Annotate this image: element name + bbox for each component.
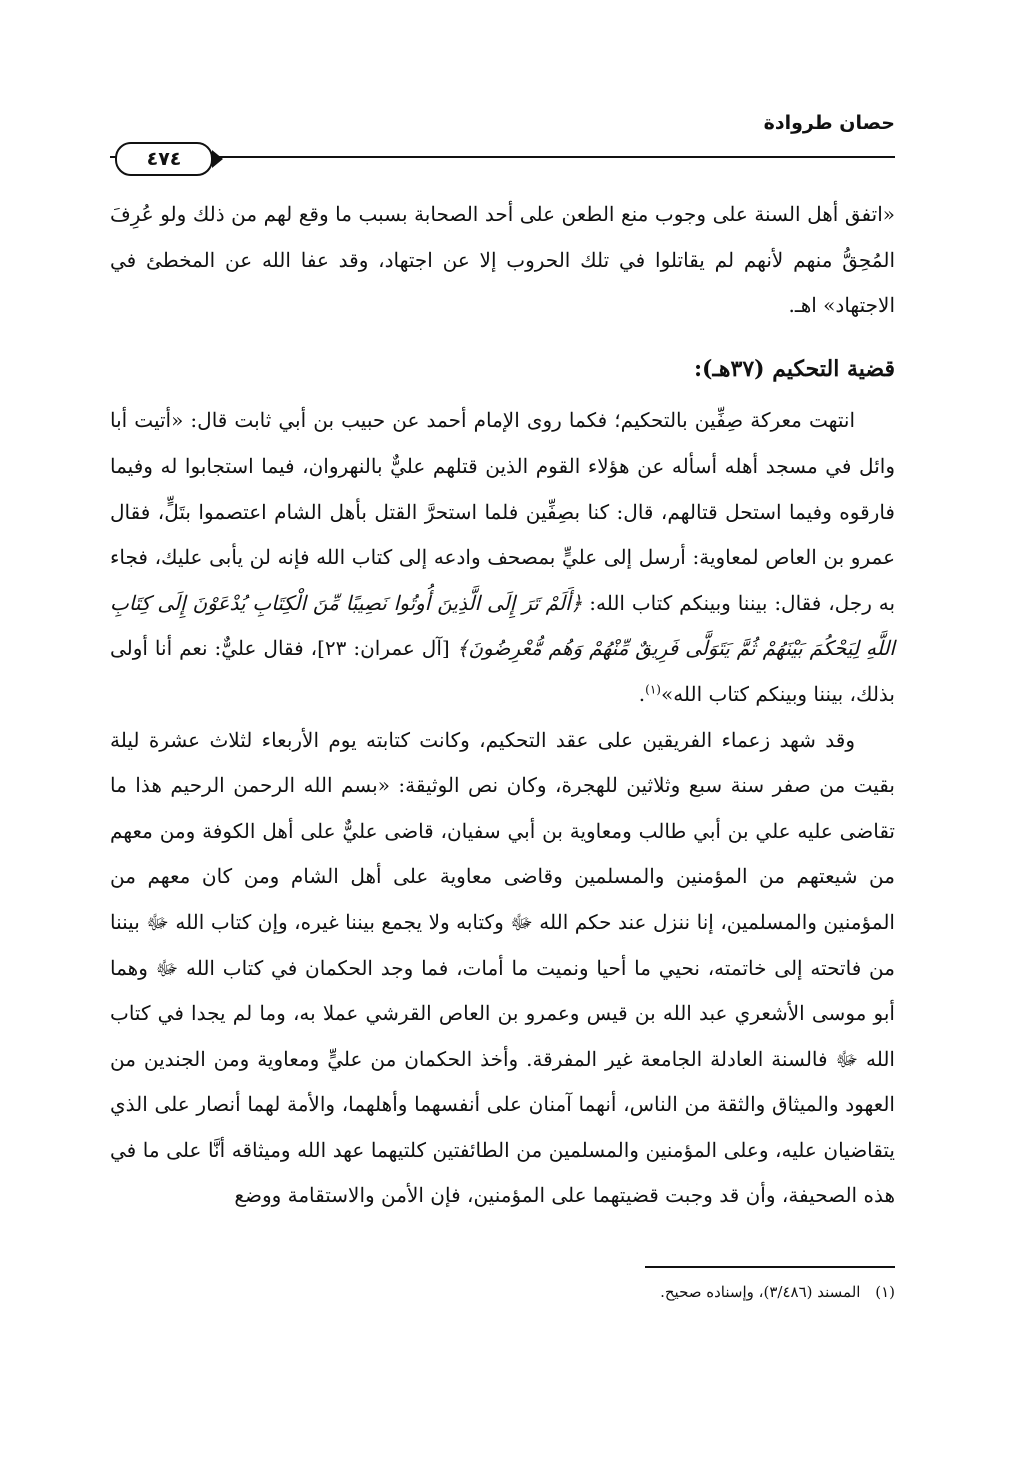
paragraph-siffin-text: انتهت معركة صِفِّين بالتحكيم؛ فكما روى الإمام أحمد عن حبيب بن أبي ثابت قال: «أتيت أبا وائل في مسجد أهله أسأله عن هؤلاء القوم الذين قتلهم عليٌّ بالنهروان، فيما استجابوا له وفيما فارقوه وفيما استحل قتالهم، قال: كنا بصِفِّين فلما استحرَّ القتل بأهل الشام اعتصموا بتَلٍّ، فقال عمرو بن العاص لمعاوية: أرسل إلى عليٍّ بمصحف وادعه إلى كتاب الله فإنه لن يأبى عليك، فجاء به رجل، فقال: بيننا وبينكم كتاب الله: (110, 408, 896, 615)
paragraph-tahkim-document: وقد شهد زعماء الفريقين على عقد التحكيم، وكانت كتابته يوم الأربعاء لثلاث عشرة ليلة بقيت من صفر سنة سبع وثلاثين للهجرة، وكان نص الوثيقة: «بسم الله الرحمن الرحيم هذا ما تقاضى عليه علي بن أبي طالب ومعاوية بن أبي سفيان، قاضى عليٌّ على أهل الكوفة ومن معهم من شيعتهم من المؤمنين والمسلمين وقاضى معاوية على أهل الشام ومن كان معهم من المؤمنين والمسلمين، إنا ننزل عند حكم الله ﷻ وكتابه ولا يجمع بيننا غيره، وإن كتاب الله ﷻ بيننا من فاتحته إلى خاتمته، نحيي ما أحيا ونميت ما أمات، فما وجد الحكمان في كتاب الله ﷻ وهما أبو موسى الأشعري عبد الله بن قيس وعمرو بن العاص القرشي عملا به، وما لم يجدا في كتاب الله ﷻ فالسنة العادلة الجامعة غير المفرقة. وأخذ الحكمان من عليٍّ ومعاوية ومن الجندين من العهود والميثاق والثقة من الناس، أنهما آمنان على أنفسهما وأهلهما، والأمة لهما أنصار على الذي يتقاضيان عليه، وعلى المؤمنين والمسلمين من الطائفتين كلتيهما عهد الله وميثاقه أنَّا على ما في هذه الصحيفة، وأن قد وجبت قضيتهما على المؤمنين، فإن الأمن والاستقامة ووضع (110, 727, 895, 1208)
paragraph-quote-ahl-sunna: «اتفق أهل السنة على وجوب منع الطعن على أحد الصحابة بسبب ما وقع لهم من ذلك ولو عُرِفَ المُحِقُّ منهم لأنهم لم يقاتلوا في تلك الحروب إلا عن اجتهاد، وقد عفا الله عن المخطئ في الاجتهاد» اهـ. (110, 202, 895, 318)
footnote-1 (110, 1280, 895, 1304)
footnote-text: المسند (٣/٤٨٦)، وإسناده صحيح. (660, 1283, 861, 1301)
page-number-badge: ٤٧٤ (115, 142, 213, 176)
section-heading-tahkim: قضية التحكيم (٣٧هـ): (693, 355, 895, 382)
footnote-number: (١) (875, 1283, 895, 1301)
footnote-ref-1[interactable]: (١) (645, 682, 661, 697)
quran-verse: ﴿أَلَمْ تَرَ إِلَى الَّذِينَ أُوتُوا نَصِيبًا مِّنَ الْكِتَابِ يُدْعَوْنَ إِلَى كِتَابِ اللَّهِ لِيَحْكُمَ بَيْنَهُمْ ثُمَّ يَتَوَلَّى فَرِيقٌ مِّنْهُمْ وَهُم مُّعْرِضُونَ﴾ (110, 590, 895, 661)
verse-citation: [آل عمران: ٢٣]، فقال عليٌّ: نعم أنا أولى بذلك، بيننا وبينكم كتاب الله» (110, 636, 895, 706)
book-title: حصان طروادة (763, 112, 895, 134)
paragraph-siffin (110, 398, 895, 717)
page-body (110, 192, 895, 1219)
page-header (110, 112, 895, 174)
paragraph-end-mark: . (638, 681, 646, 706)
footnote-rule (645, 1266, 895, 1268)
header-rule (110, 156, 895, 158)
